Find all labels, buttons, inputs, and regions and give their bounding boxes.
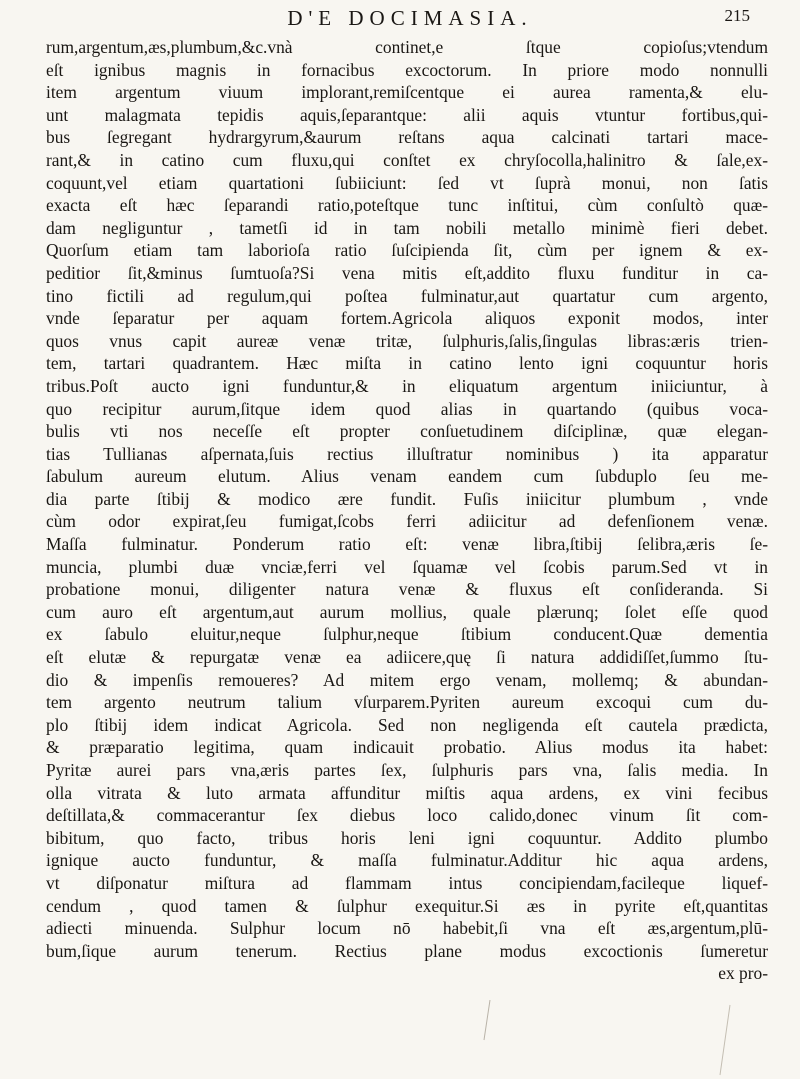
text-line: bulis vti nos neceſſe eſt propter conſuetudinem diſciplinæ, quæ elegan- — [46, 421, 768, 442]
text-line: bus ſegregant hydrargyrum,&aurum reſtans aqua calcinati tartari mace- — [46, 127, 768, 148]
text-line: unt malagmata tepidis aquis,ſeparantque: alii aquis vtuntur fortibus,qui- — [46, 104, 768, 125]
text-line: vnde ſeparatur per aquam fortem.Agricola aliquos exponit modos, inter — [46, 308, 768, 329]
text-line: rant,& in catino cum fluxu,qui conſtet ex chryſocolla,halinitro & ſale,ex- — [46, 149, 768, 170]
running-head-title: D'E DOCIMASIA. — [287, 6, 533, 30]
text-line: Maſſa fulminatur. Ponderum ratio eſt: venæ libra,ſtibij ſelibra,æris ſe- — [46, 534, 768, 555]
text-line: quos vnus capit aureæ venæ tritæ, ſulphuris,ſalis,ſingulas libras:æris trien- — [46, 330, 768, 351]
text-line: bum,ſique aurum tenerum. Rectius plane modus excoctionis ſumeretur — [46, 940, 768, 961]
text-line: Quorſum etiam tam laborioſa ratio ſuſcipienda ſit, cùm per ignem & ex- — [46, 240, 768, 261]
text-line: eſt elutæ & repurgatæ venæ ea adiicere,quę ſi natura addidiſſet,ſummo ſtu- — [46, 647, 768, 668]
text-line: quo recipitur aurum,ſitque idem quod alias in quartando (quibus voca- — [46, 398, 768, 419]
text-line: ignique aucto funduntur, & maſſa fulminatur.Additur hic aqua ardens, — [46, 850, 768, 871]
text-line: tribus.Poſt aucto igni funduntur,& in eliquatum argentum iniiciuntur, à — [46, 375, 768, 396]
text-line: ſabulum aureum elutum. Alius venam eandem cum ſubduplo ſeu me- — [46, 466, 768, 487]
page-number: 215 — [724, 6, 750, 25]
text-line: coquunt,vel etiam quartationi ſubiiciunt: ſed vt ſuprà monui, non ſatis — [46, 172, 768, 193]
text-line: muncia, plumbi duæ vnciæ,ferri vel ſquamæ vel ſcobis parum.Sed vt in — [46, 556, 768, 577]
body-text — [46, 36, 768, 985]
text-line: & præparatio legitima, quam indicauit probatio. Alius modus ita habet: — [46, 737, 768, 758]
text-line: tem, tartari quadrantem. Hæc miſta in catino lento igni coquuntur horis — [46, 353, 768, 374]
text-line: eſt ignibus magnis in fornacibus excoctorum. In priore modo nonnulli — [46, 59, 768, 80]
text-line: tino fictili ad regulum,qui poſtea fulminatur,aut quartatur cum argento, — [46, 285, 768, 306]
text-line: probatione monui, diligenter natura venæ & fluxus eſt conſideranda. Si — [46, 579, 768, 600]
text-line: bibitum, quo facto, tribus horis leni igni coquuntur. Addito plumbo — [46, 827, 768, 848]
text-line: cum auro eſt argentum,aut aurum mollius, quale plærunq; ſolet eſſe quod — [46, 601, 768, 622]
text-line: rum,argentum,æs,plumbum,&c.vnà continet,e ſtque copioſus;vtendum — [46, 37, 768, 57]
text-line: adiecti minuenda. Sulphur locum nō habebit,ſi vna eſt æs,argentum,plū- — [46, 918, 768, 939]
text-line: cùm odor expirat,ſeu fumigat,ſcobs ferri adiicitur ad defenſionem venæ. — [46, 511, 768, 532]
text-line: vt diſponatur miſtura ad flammam intus concipiendam,facileque liquef- — [46, 872, 768, 893]
text-line: plo ſtibij idem indicat Agricola. Sed non negligenda eſt cautela prædicta, — [46, 714, 768, 735]
text-line: dio & impenſis remoueres? Ad mitem ergo venam, mollemq; & abundan- — [46, 669, 768, 690]
catchword: ex pro- — [718, 963, 768, 984]
running-head — [60, 6, 760, 34]
text-line: dam negliguntur , tametſi id in tam nobili metallo minimè fieri debet. — [46, 217, 768, 238]
scan-artifact-lines — [480, 1000, 740, 1080]
text-line: exacta eſt hæc ſeparandi ratio,poteſtque tunc inſtitui, cùm conſultò quæ- — [46, 195, 768, 216]
text-line: ex ſabulo eluitur,neque ſulphur,neque ſtibium conducent.Quæ dementia — [46, 624, 768, 645]
text-line: tem argento neutrum talium vſurparem.Pyriten aureum excoqui cum du- — [46, 692, 768, 713]
text-line: tias Tullianas aſpernata,ſuis rectius illuſtratur nominibus ) ita apparatur — [46, 443, 768, 464]
text-line: peditior ſit,&minus ſumtuoſa?Si vena mitis eſt,addito fluxu funditur in ca- — [46, 262, 768, 283]
text-line: Pyritæ aurei pars vna,æris partes ſex, ſulphuris pars vna, ſalis media. In — [46, 760, 768, 780]
text-line: olla vitrata & luto armata affunditur miſtis aqua ardens, ex vini fecibus — [46, 782, 768, 803]
text-line: item argentum viuum implorant,remiſcentque ei aurea ramenta,& elu- — [46, 82, 768, 103]
text-line: deſtillata,& commacerantur ſex diebus loco calido,donec vinum ſit com- — [46, 805, 768, 826]
text-line: cendum , quod tamen & ſulphur exequitur.Si æs in pyrite eſt,quantitas — [46, 895, 768, 916]
text-line: dia parte ſtibij & modico ære fundit. Fuſis iniicitur plumbum , vnde — [46, 488, 768, 509]
